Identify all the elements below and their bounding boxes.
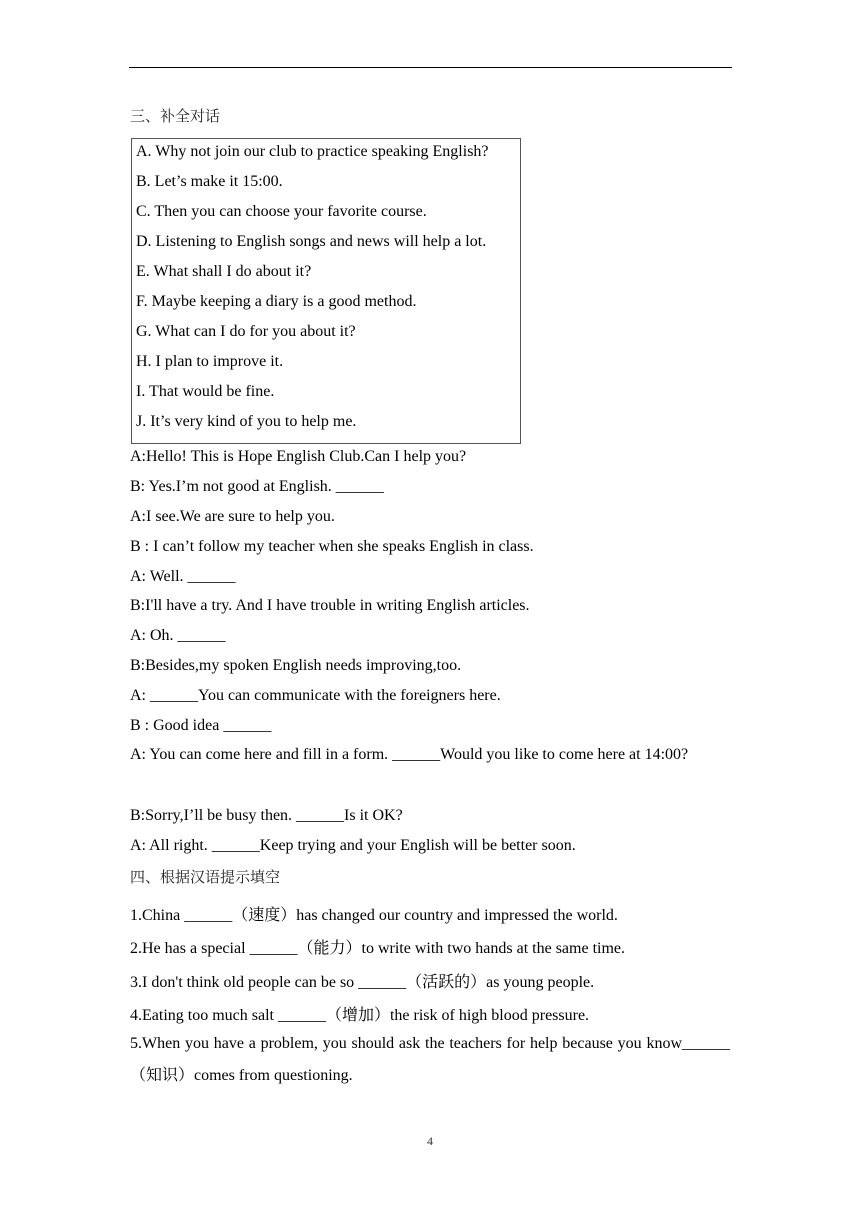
dialogue-line: B : I can’t follow my teacher when she speaks English in class.: [130, 538, 534, 555]
fill-item: 3.I don't think old people can be so ______（活跃的）as young people.: [130, 974, 595, 991]
option-e: E. What shall I do about it?: [136, 263, 312, 280]
dialogue-line: A: All right. ______Keep trying and your English will be better soon.: [130, 837, 576, 854]
dialogue-line: B:Sorry,I’ll be busy then. ______Is it OK?: [130, 807, 403, 824]
page-number: 4: [427, 1134, 433, 1148]
dialogue-line: A: You can come here and fill in a form. ______Would you like to come here at 14:00?: [130, 746, 689, 763]
section-4-heading: 四、根据汉语提示填空: [130, 868, 281, 886]
option-d: D. Listening to English songs and news will help a lot.: [136, 233, 487, 250]
dialogue-line: A: ______You can communicate with the foreigners here.: [130, 687, 501, 704]
options-box: [131, 138, 521, 444]
dialogue-line: A:Hello! This is Hope English Club.Can I help you?: [130, 448, 467, 465]
fill-item: 1.China ______（速度）has changed our country and impressed the world.: [130, 907, 618, 924]
dialogue-line: B:I'll have a try. And I have trouble in writing English articles.: [130, 597, 530, 614]
option-f: F. Maybe keeping a diary is a good method.: [136, 293, 417, 310]
dialogue-line: A: Well. ______: [130, 568, 236, 585]
dialogue-line: B : Good idea ______: [130, 717, 272, 734]
option-b: B. Let’s make it 15:00.: [136, 173, 283, 190]
dialogue-line: B: Yes.I’m not good at English. ______: [130, 478, 384, 495]
fill-item: 4.Eating too much salt ______（增加）the risk of high blood pressure.: [130, 1007, 590, 1024]
option-c: C. Then you can choose your favorite course.: [136, 203, 427, 220]
fill-item: 5.When you have a problem, you should ask the teachers for help because you know______（知识）comes from questioning.: [130, 1035, 730, 1084]
option-h: H. I plan to improve it.: [136, 353, 284, 370]
dialogue-line: B:Besides,my spoken English needs improving,too.: [130, 657, 462, 674]
option-j: J. It’s very kind of you to help me.: [136, 413, 357, 430]
option-i: I. That would be fine.: [136, 383, 275, 400]
option-g: G. What can I do for you about it?: [136, 323, 356, 340]
section-3-heading: 三、补全对话: [130, 107, 221, 125]
option-a: A. Why not join our club to practice speaking English?: [136, 143, 489, 160]
header-rule: [129, 67, 732, 68]
dialogue-line: A:I see.We are sure to help you.: [130, 508, 335, 525]
fill-item: 2.He has a special ______（能力）to write with two hands at the same time.: [130, 940, 626, 957]
dialogue-line: A: Oh. ______: [130, 627, 226, 644]
